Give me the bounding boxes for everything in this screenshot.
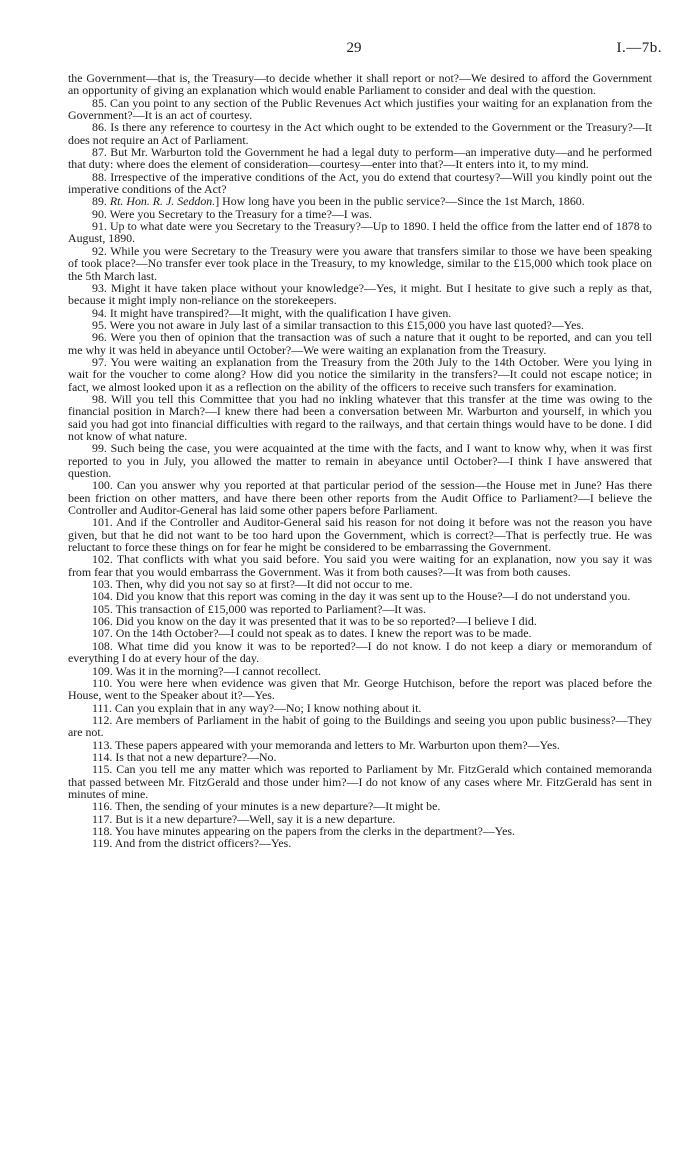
question-99: 99. Such being the case, you were acquainted at the time with the facts, and I want to know why, when it was first reported to you in July, you allowed the matter to remain in abeyance until October?—I think I have answered that question. bbox=[68, 441, 652, 480]
question-118: 118. You have minutes appearing on the papers from the clerks in the department?—Yes. bbox=[92, 823, 516, 838]
document-body bbox=[68, 72, 652, 850]
question-103: 103. Then, why did you not say so at first?—It did not occur to me. bbox=[92, 577, 413, 592]
question-86: 86. Is there any reference to courtesy in the Act which ought to be extended to the Government or the Treasury?—It does not require an Act of Parliament. bbox=[68, 120, 652, 147]
question-113: 113. These papers appeared with your memoranda and letters to Mr. Warburton upon them?—Yes. bbox=[92, 737, 560, 752]
question-93: 93. Might it have taken place without your knowledge?—Yes, it might. But I hesitate to give such a reply as that, because it might imply non-reliance on the storekeepers. bbox=[68, 280, 652, 308]
question-112: 112. Are members of Parliament in the habit of going to the Buildings and seeing you upon public business?—They are not. bbox=[68, 712, 652, 740]
question-107: 107. On the 14th October?—I could not speak as to dates. I knew the report was to be made. bbox=[92, 626, 532, 641]
question-111: 111. Can you explain that in any way?—No; I know nothing about it. bbox=[92, 700, 422, 715]
question-104: 104. Did you know that this report was coming in the day it was sent up to the House?—I do not understand you. bbox=[92, 589, 631, 604]
question-110: 110. You were here when evidence was given that Mr. George Hutchison, before the report was placed before the House, went to the Speaker about it?—Yes. bbox=[68, 675, 652, 703]
question-89-text: How long have you been in the public service?— bbox=[222, 194, 458, 209]
page-number: 29 bbox=[346, 40, 362, 56]
question-115: 115. Can you tell me any matter which was reported to Parliament by Mr. FitzGerald which contained memoranda that passed between Mr. FitzGerald and those under him?—I do not know of any cases where Mr. FitzGerald has sent in minutes of mine. bbox=[68, 762, 652, 801]
question-94: 94. It might have transpired?—It might, with the qualification I have given. bbox=[92, 305, 452, 320]
question-85: 85. Can you point to any section of the Public Revenues Act which justifies your waiting for an explanation from the Government?—It is an act of courtesy. bbox=[68, 95, 652, 123]
question-117: 117. But is it a new departure?—Well, say it is a new departure. bbox=[92, 811, 396, 826]
question-87: 87. But Mr. Warburton told the Government he had a legal duty to perform—an imperative duty—and he performed that duty: where does the element of consideration—courtesy—enter into that?—It enters into it, to my mind. bbox=[68, 145, 652, 172]
document-reference: I.—7b. bbox=[616, 40, 662, 56]
page-header bbox=[0, 40, 700, 60]
question-89-number: 89. bbox=[92, 194, 107, 209]
question-119: 119. And from the district officers?—Yes. bbox=[92, 836, 292, 851]
question-89: 89. Rt. Hon. R. J. Seddon.] How long have you been in the public service?—Since the 1st March, 1860. bbox=[92, 194, 585, 209]
speaker-name: Rt. Hon. R. J. Seddon. bbox=[109, 194, 216, 209]
question-106: 106. Did you know on the day it was presented that it was to be so reported?—I believe I did. bbox=[92, 614, 537, 629]
question-97: 97. You were waiting an explanation from the Treasury from the 20th July to the 14th October. Were you lying in wait for the voucher to come along? How did you notice the similarity in the transfers?—It could not escape notice; in fact, we almost looked upon it as a reflection on the ability of the officers to receive such transfers for examination. bbox=[68, 354, 652, 394]
question-114: 114. Is that not a new departure?—No. bbox=[92, 749, 277, 764]
question-105: 105. This transaction of £15,000 was reported to Parliament?—It was. bbox=[92, 601, 426, 616]
question-101: 101. And if the Controller and Auditor-General said his reason for not doing it before was not the reason you have given, but that he did not want to be too hard upon the Government, which is correct?—That is perfectly true. He was reluctant to force these things on for fear he might be considered to be embarrassing the Government. bbox=[68, 515, 652, 555]
question-116: 116. Then, the sending of your minutes is a new departure?—It might be. bbox=[92, 799, 441, 814]
question-98: 98. Will you tell this Committee that you had no inkling whatever that this transfer at the time was owing to the financial position in March?—I knew there had been a conversation between Mr. Warburton and yourself, in which you said you had got into financial difficulties with regard to the railways, and that certain things would have to be done. I did not know of what nature. bbox=[68, 391, 652, 443]
question-109: 109. Was it in the morning?—I cannot recollect. bbox=[92, 663, 321, 678]
question-89-answer: Since the 1st March, 1860. bbox=[457, 194, 585, 209]
question-102: 102. That conflicts with what you said before. You said you were waiting for an explanation, now you say it was from fear that you would embarrass the Government. Was it from both causes?—It was from both causes. bbox=[68, 552, 652, 579]
question-90: 90. Were you Secretary to the Treasury for a time?—I was. bbox=[92, 206, 373, 221]
question-88: 88. Irrespective of the imperative conditions of the Act, you do extend that courtesy?—Will you kindly point out the imperative conditions of the Act? bbox=[68, 169, 652, 197]
question-96: 96. Were you then of opinion that the transaction was of such a nature that it ought to be reported, and can you tell me why it was held in abeyance until October?—We were waiting an explanation from the Treasury. bbox=[68, 330, 652, 357]
question-100: 100. Can you answer why you reported at that particular period of the session—the House met in June? Has there been friction on other matters, and have there been other reports from the Audit Office to Parliament?—I believe the Controller and Auditor-General has laid some other papers before Parliament. bbox=[68, 478, 652, 518]
question-95: 95. Were you not aware in July last of a similar transaction to this £15,000 you have last quoted?—Yes. bbox=[92, 317, 584, 332]
question-108: 108. What time did you know it was to be reported?—I do not know. I do not keep a diary or memorandum of everything I do at every hour of the day. bbox=[68, 638, 652, 666]
question-91: 91. Up to what date were you Secretary to the Treasury?—Up to 1890. I held the office from the latter end of 1878 to August, 1890. bbox=[68, 219, 652, 246]
question-92: 92. While you were Secretary to the Treasury were you aware that transfers similar to those we have been speaking of took place?—No transfer ever took place in the Treasury, to my knowledge, similar to the £15,000 which took place on the 5th March last. bbox=[68, 243, 652, 283]
paragraph: the Government—that is, the Treasury—to decide whether it shall report or not?—We desired to afford the Government an opportunity of giving an explanation which would enable Parliament to consider and deal with the question. bbox=[68, 71, 652, 98]
